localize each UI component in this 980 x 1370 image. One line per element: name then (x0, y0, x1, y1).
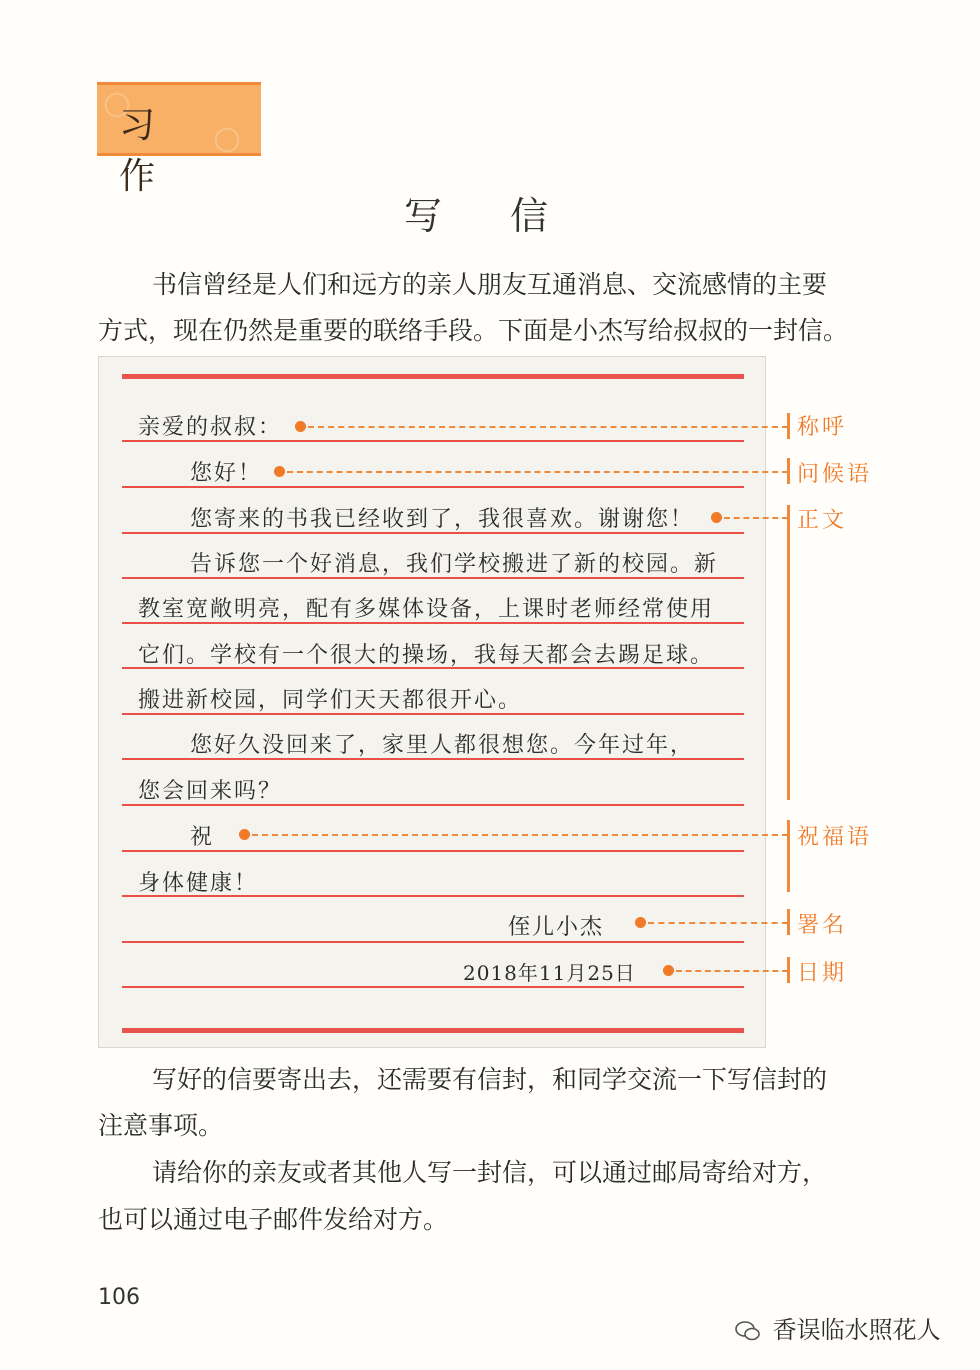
letter-rule (122, 986, 744, 988)
label-signature: 署名 (797, 913, 848, 938)
letter-salutation: 亲爱的叔叔： (138, 415, 283, 440)
letter-body-line: 告诉您一个好消息，我们学校搬进了新的校园。新 (190, 552, 719, 577)
intro-line-1: 书信曾经是人们和远方的亲人朋友互通消息、交流感情的主要 (152, 270, 828, 299)
letter-body-line: 教室宽敞明亮，配有多媒体设备，上课时老师经常使用 (138, 597, 715, 622)
marker-dot (239, 829, 250, 840)
letter-rule (122, 850, 744, 852)
watermark (735, 1310, 941, 1345)
bracket-bar (787, 458, 790, 484)
letter-closing-2: 身体健康！ (138, 871, 259, 896)
label-body: 正文 (797, 508, 848, 533)
wechat-icon (735, 1320, 761, 1342)
marker-dot (295, 421, 306, 432)
leader-line (252, 834, 788, 836)
watermark-text: 香误临水照花人 (772, 1316, 941, 1344)
letter-greeting: 您好！ (190, 461, 263, 486)
leader-line (287, 471, 788, 473)
leader-line (724, 517, 788, 519)
letter-body-line: 您寄来的书我已经收到了，我很喜欢。谢谢您！ (190, 507, 695, 532)
label-greeting: 问候语 (797, 462, 873, 487)
leader-line (308, 426, 788, 428)
bracket-bar (787, 505, 790, 800)
letter-body-line: 您会回来吗？ (138, 779, 283, 804)
letter-rule (122, 941, 744, 943)
label-closing: 祝福语 (797, 825, 873, 850)
bracket-bar (787, 957, 790, 983)
top-rule (122, 374, 744, 379)
bracket-bar (787, 909, 790, 935)
label-date: 日期 (797, 961, 848, 986)
page-title: 写 信 (403, 194, 577, 238)
marker-dot (635, 917, 646, 928)
intro-line-2: 方式，现在仍然是重要的联络手段。下面是小杰写给叔叔的一封信。 (98, 316, 849, 345)
section-badge-label: 习 作 (119, 105, 178, 197)
outro-p1-line-2: 注意事项。 (98, 1111, 224, 1140)
marker-dot (274, 466, 285, 477)
outro-p2-line-1: 请给你的亲友或者其他人写一封信，可以通过邮局寄给对方， (152, 1158, 828, 1187)
marker-dot (711, 512, 722, 523)
label-salutation: 称呼 (797, 415, 848, 440)
page-number: 106 (98, 1285, 140, 1310)
bracket-bar (787, 413, 790, 439)
section-badge (97, 82, 261, 197)
letter-body-line: 您好久没回来了，家里人都很想您。今年过年， (190, 733, 695, 758)
bottom-rule (122, 1028, 744, 1033)
marker-dot (663, 965, 674, 976)
letter-body-line: 它们。学校有一个很大的操场，我每天都会去踢足球。 (138, 643, 715, 668)
letter-date: 2018年11月25日 (463, 961, 636, 985)
leader-line (676, 970, 788, 972)
letter-closing-1: 祝 (190, 825, 215, 850)
outro-p1-line-1: 写好的信要寄出去，还需要有信封，和同学交流一下写信封的 (152, 1065, 828, 1094)
leader-line (648, 922, 788, 924)
letter-signature: 侄儿小杰 (508, 915, 605, 940)
bracket-bar (787, 820, 790, 892)
outro-p2-line-2: 也可以通过电子邮件发给对方。 (98, 1205, 449, 1234)
letter-body-line: 搬进新校园，同学们天天都很开心。 (138, 688, 523, 713)
